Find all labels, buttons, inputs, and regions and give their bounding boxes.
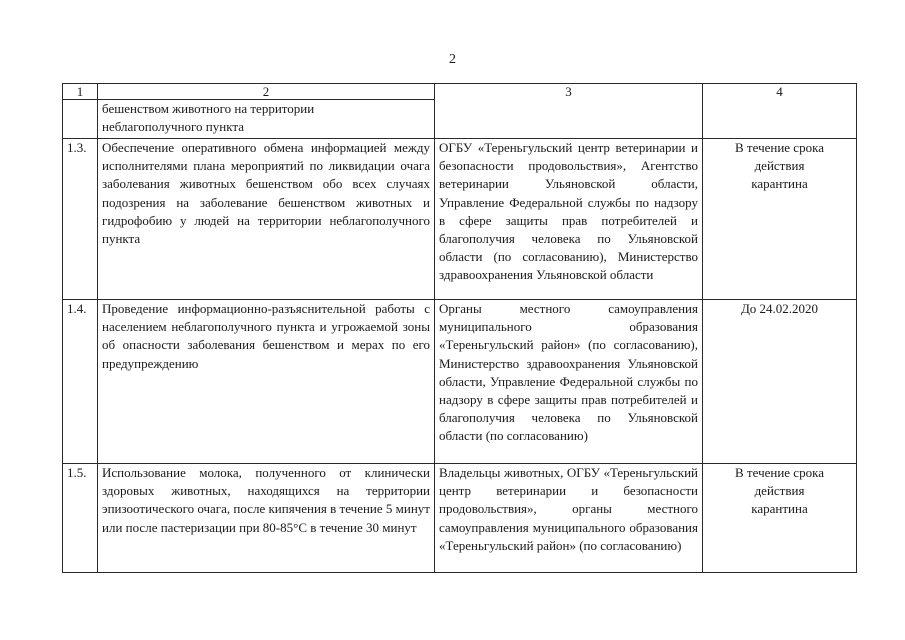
- cell-deadline: До 24.02.2020: [703, 300, 857, 464]
- table-row: [63, 139, 857, 300]
- cell-deadline: В течение срока действия карантина: [703, 464, 857, 573]
- header-col-2: 2: [98, 84, 435, 100]
- table-header-row: [63, 84, 857, 100]
- header-col-3: 3: [435, 84, 703, 139]
- page-number: 2: [449, 52, 456, 67]
- cell-num: 1.5.: [63, 464, 98, 573]
- header-col-4: 4: [703, 84, 857, 139]
- cell-num: [63, 100, 98, 139]
- measures-table: [62, 83, 857, 573]
- table-row: [63, 464, 857, 573]
- cell-deadline: В течение срока действия карантина: [703, 139, 857, 300]
- cell-num: 1.4.: [63, 300, 98, 464]
- table-row: [63, 300, 857, 464]
- cell-action: Использование молока, полученного от клинически здоровых животных, находящихся на территории эпизоотического очага, после кипячения в течение 5 минут или после пастеризации при 80-85°С в течение 30 минут: [98, 464, 435, 573]
- cell-executors: ОГБУ «Тереньгульский центр ветеринарии и безопасности продовольствия», Агентство ветеринарии Ульяновской области, Управление Федеральной службы по надзору в сфере защиты прав потребителей и благополучия человека по Ульяновской области (по согласованию), Министерство здравоохранения Ульяновской области: [435, 139, 703, 300]
- cell-action: Обеспечение оперативного обмена информацией между исполнителями плана мероприятий по ликвидации очага заболевания животных бешенством обо всех случаях подозрения на заболевание бешенством животных и гидрофобию у людей на территории неблагополучного пункта: [98, 139, 435, 300]
- cell-executors: Владельцы животных, ОГБУ «Тереньгульский центр ветеринарии и безопасности продовольствия», органы местного самоуправления муниципального образования «Тереньгульский район» (по согласованию): [435, 464, 703, 573]
- cell-executors: Органы местного самоуправления муниципального образования «Тереньгульский район» (по согласованию), Министерство здравоохранения Ульяновской области, Управление Федеральной службы по надзору в сфере защиты прав потребителей и благополучия человека по Ульяновской области (по согласованию): [435, 300, 703, 464]
- header-col-1: 1: [63, 84, 98, 100]
- cell-num: 1.3.: [63, 139, 98, 300]
- cell-action-continued: бешенством животного на территории неблагополучного пункта: [98, 100, 435, 139]
- cell-action: Проведение информационно-разъяснительной работы с населением неблагополучного пункта и угрожаемой зоны об опасности заболевания бешенством и мерах по его предупреждению: [98, 300, 435, 464]
